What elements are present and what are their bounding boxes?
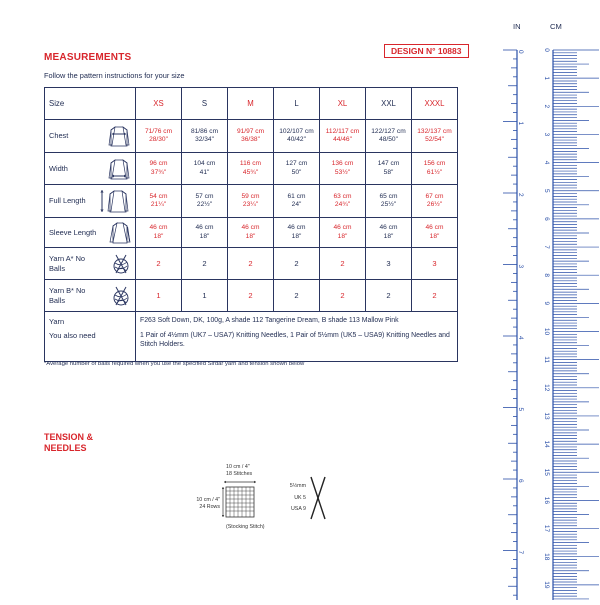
cell-in: 26½" <box>426 201 443 208</box>
table-cell <box>228 120 274 153</box>
tension-title <box>44 432 93 454</box>
table-cell <box>182 218 228 248</box>
ruler-graphic <box>480 0 600 600</box>
chest-measure-icon <box>106 123 132 149</box>
width-measure-icon <box>106 156 132 182</box>
table-cell: 2 <box>274 280 320 312</box>
table-cell: 2 <box>228 248 274 280</box>
inch-number: 3 <box>517 264 524 269</box>
tension-square-diagram <box>186 464 266 532</box>
size-header: XL <box>320 88 366 120</box>
cell-in: 40/42" <box>287 136 306 143</box>
cell-cm: 65 cm <box>379 192 398 200</box>
tension-title-line: NEEDLES <box>44 442 87 453</box>
cm-number: 8 <box>543 273 550 278</box>
cm-number: 11 <box>543 356 550 364</box>
table-cell: 2 <box>228 280 274 312</box>
cm-number: 2 <box>543 104 550 109</box>
cell-in: 41" <box>199 168 210 176</box>
tension-width-label: 10 cm / 4" <box>226 464 250 470</box>
yarn-ball-icon <box>110 285 132 307</box>
cm-number: 18 <box>543 553 550 561</box>
cell-cm: 136 cm <box>331 160 354 168</box>
size-header: M <box>228 88 274 120</box>
table-cell: 2 <box>320 280 366 312</box>
cell-in: 53½" <box>334 168 351 176</box>
table-cell <box>274 153 320 185</box>
table-cell <box>412 120 458 153</box>
inch-number: 4 <box>517 336 524 340</box>
cm-number: 16 <box>543 496 550 505</box>
cell-cm: 57 cm <box>195 192 214 200</box>
table-cell <box>274 120 320 153</box>
cell-cm: 61 cm <box>287 192 306 200</box>
row-label-text: Chest <box>49 131 69 141</box>
cell-in: 18" <box>153 232 164 240</box>
cm-number: 4 <box>543 160 550 165</box>
table-cell <box>320 185 366 218</box>
sleeve-measure-icon <box>108 220 132 246</box>
design-number-badge: DESIGN N° 10883 <box>384 44 469 58</box>
table-cell <box>366 218 412 248</box>
row-label-text: Full Length <box>49 196 86 206</box>
cell-in: 50" <box>291 168 302 176</box>
size-header: S <box>182 88 228 120</box>
tension-stitches-label: 18 Stitches <box>226 471 253 477</box>
inch-number: 0 <box>517 50 524 54</box>
cell-cm: 54 cm <box>149 192 168 200</box>
page-title: MEASUREMENTS <box>44 52 132 63</box>
yarn-info-row <box>45 312 458 362</box>
table-cell <box>182 153 228 185</box>
ruler-cm-label: CM <box>550 22 562 31</box>
tension-grid-icon <box>222 480 258 520</box>
cell-in: 48/50" <box>379 136 398 143</box>
cell-cm: 71/76 cm <box>144 127 173 135</box>
cm-number: 19 <box>543 581 550 589</box>
cell-in: 45¾" <box>242 168 259 176</box>
table-row <box>45 248 458 280</box>
table-cell <box>366 185 412 218</box>
cell-cm: 122/127 cm <box>371 127 406 135</box>
size-header: XS <box>136 88 182 120</box>
table-cell <box>274 218 320 248</box>
cell-cm: 46 cm <box>425 224 444 232</box>
cell-in: 18" <box>383 232 394 240</box>
table-cell <box>136 218 182 248</box>
row-label <box>45 280 136 312</box>
inch-number: 5 <box>517 407 524 412</box>
table-cell <box>228 153 274 185</box>
tension-height-label: 10 cm / 4" <box>196 497 220 503</box>
table-cell <box>136 185 182 218</box>
table-cell <box>366 120 412 153</box>
cell-in: 32/34" <box>195 136 214 143</box>
table-row <box>45 218 458 248</box>
row-label-text: Yarn A* No Balls <box>49 253 86 273</box>
cell-in: 36/38" <box>241 136 260 143</box>
cm-number: 17 <box>543 524 550 533</box>
row-label <box>45 248 136 280</box>
cell-in: 58" <box>383 168 394 176</box>
cell-cm: 67 cm <box>425 192 444 200</box>
length-measure-icon <box>98 187 132 215</box>
cm-number: 3 <box>543 132 550 137</box>
cell-cm: 81/86 cm <box>190 127 219 135</box>
cell-cm: 116 cm <box>239 160 262 168</box>
table-cell: 1 <box>136 280 182 312</box>
subtitle: Follow the pattern instructions for your size <box>44 71 185 80</box>
ruler-in-label: IN <box>513 22 521 31</box>
table-cell: 2 <box>136 248 182 280</box>
cell-in: 18" <box>199 232 210 240</box>
row-label <box>45 218 136 248</box>
table-cell <box>412 153 458 185</box>
measurements-table <box>44 87 458 362</box>
cell-in: 21¼" <box>150 201 167 208</box>
size-header-row <box>45 88 458 120</box>
size-label: Size <box>45 88 136 120</box>
table-cell <box>274 185 320 218</box>
cell-cm: 46 cm <box>241 224 260 232</box>
row-label <box>45 153 136 185</box>
cell-in: 52/54" <box>425 136 444 143</box>
inch-number: 2 <box>517 193 524 197</box>
cell-cm: 91/97 cm <box>236 127 265 135</box>
table-cell <box>182 185 228 218</box>
cell-cm: 132/137 cm <box>417 127 452 135</box>
cm-number: 12 <box>543 384 550 392</box>
row-label-text: Yarn B* No Balls <box>49 285 86 305</box>
cell-cm: 112/117 cm <box>325 127 360 135</box>
cell-cm: 46 cm <box>379 224 398 232</box>
tension-note: (Stocking Stitch) <box>226 524 265 530</box>
cell-in: 18" <box>429 232 440 240</box>
table-cell: 2 <box>274 248 320 280</box>
table-row <box>45 153 458 185</box>
cell-cm: 102/107 cm <box>279 127 314 135</box>
crossed-needles-icon <box>308 475 328 521</box>
table-cell <box>320 153 366 185</box>
cell-in: 44/46" <box>333 136 352 143</box>
cm-number: 7 <box>543 245 550 249</box>
table-cell <box>320 120 366 153</box>
footnote: *Average number of balls required when you use the specified Sirdar yarn and tension shown below <box>44 361 305 367</box>
cell-in: 25½" <box>380 201 397 208</box>
table-cell <box>412 185 458 218</box>
cell-cm: 46 cm <box>287 224 306 232</box>
yarn-info-labels <box>45 312 136 362</box>
cm-number: 15 <box>543 468 550 476</box>
row-label <box>45 185 136 218</box>
cell-in: 24¾" <box>334 201 351 208</box>
cell-cm: 46 cm <box>195 224 214 232</box>
cm-number: 14 <box>543 440 550 448</box>
cell-cm: 156 cm <box>423 160 446 168</box>
measuring-ruler <box>480 0 600 600</box>
table-cell <box>412 218 458 248</box>
table-cell: 2 <box>412 280 458 312</box>
cm-number: 5 <box>543 188 550 193</box>
cell-in: 61½" <box>426 168 443 176</box>
table-cell <box>182 120 228 153</box>
yarn-label: Yarn <box>49 317 65 326</box>
row-label-text: Width <box>49 163 68 173</box>
table-cell <box>136 120 182 153</box>
cell-cm: 127 cm <box>285 160 308 168</box>
cell-cm: 96 cm <box>149 160 168 168</box>
inch-number: 7 <box>517 550 524 555</box>
table-row <box>45 120 458 153</box>
tension-rows-label: 24 Rows <box>199 504 220 510</box>
need-value: 1 Pair of 4½mm (UK7 – USA7) Knitting Needles, 1 Pair of 5½mm (UK5 – USA9) Knitting Needles and Stitch Holders. <box>140 331 450 348</box>
cell-in: 18" <box>245 232 256 240</box>
yarn-info-values <box>136 312 458 362</box>
cell-in: 24" <box>291 201 302 208</box>
cm-number: 1 <box>543 76 550 80</box>
cell-in: 22½" <box>196 201 213 208</box>
cell-cm: 147 cm <box>377 160 400 168</box>
cell-cm: 63 cm <box>333 192 352 200</box>
cm-number: 6 <box>543 217 550 221</box>
need-label: You also need <box>49 331 96 341</box>
inch-number: 6 <box>517 479 524 483</box>
cell-in: 23¼" <box>242 201 259 208</box>
cell-in: 37¾" <box>150 168 167 176</box>
cell-in: 28/30" <box>149 136 168 143</box>
table-cell: 3 <box>412 248 458 280</box>
table-cell: 2 <box>182 248 228 280</box>
table-cell: 2 <box>366 280 412 312</box>
table-row <box>45 185 458 218</box>
cell-cm: 46 cm <box>149 224 168 232</box>
cell-in: 18" <box>291 232 302 240</box>
cm-number: 0 <box>543 48 550 52</box>
tension-title-line: TENSION & <box>44 432 94 442</box>
table-cell <box>320 218 366 248</box>
table-cell <box>228 185 274 218</box>
cell-cm: 46 cm <box>333 224 352 232</box>
size-header: L <box>274 88 320 120</box>
size-header: XXXL <box>412 88 458 120</box>
row-label-text: Sleeve Length <box>49 227 97 237</box>
cm-number: 13 <box>543 412 550 420</box>
row-label <box>45 120 136 153</box>
yarn-ball-icon <box>110 253 132 275</box>
cm-number: 10 <box>543 327 550 336</box>
needle-size-label: 5½mm <box>289 483 306 489</box>
cm-number: 9 <box>543 301 550 306</box>
cell-cm: 104 cm <box>193 160 216 168</box>
table-row <box>45 280 458 312</box>
cell-cm: 59 cm <box>241 192 260 200</box>
table-cell <box>136 153 182 185</box>
needle-usa-label: USA 9 <box>290 506 306 512</box>
table-cell: 3 <box>366 248 412 280</box>
yarn-value: F263 Soft Down, DK, 100g, A shade 112 Tangerine Dream, B shade 113 Mallow Pink <box>140 317 399 324</box>
cell-in: 18" <box>337 232 348 240</box>
size-header: XXL <box>366 88 412 120</box>
table-cell <box>228 218 274 248</box>
table-cell: 2 <box>320 248 366 280</box>
table-cell <box>366 153 412 185</box>
needle-uk-label: UK 5 <box>294 495 306 501</box>
inch-number: 1 <box>517 121 524 126</box>
table-cell: 1 <box>182 280 228 312</box>
